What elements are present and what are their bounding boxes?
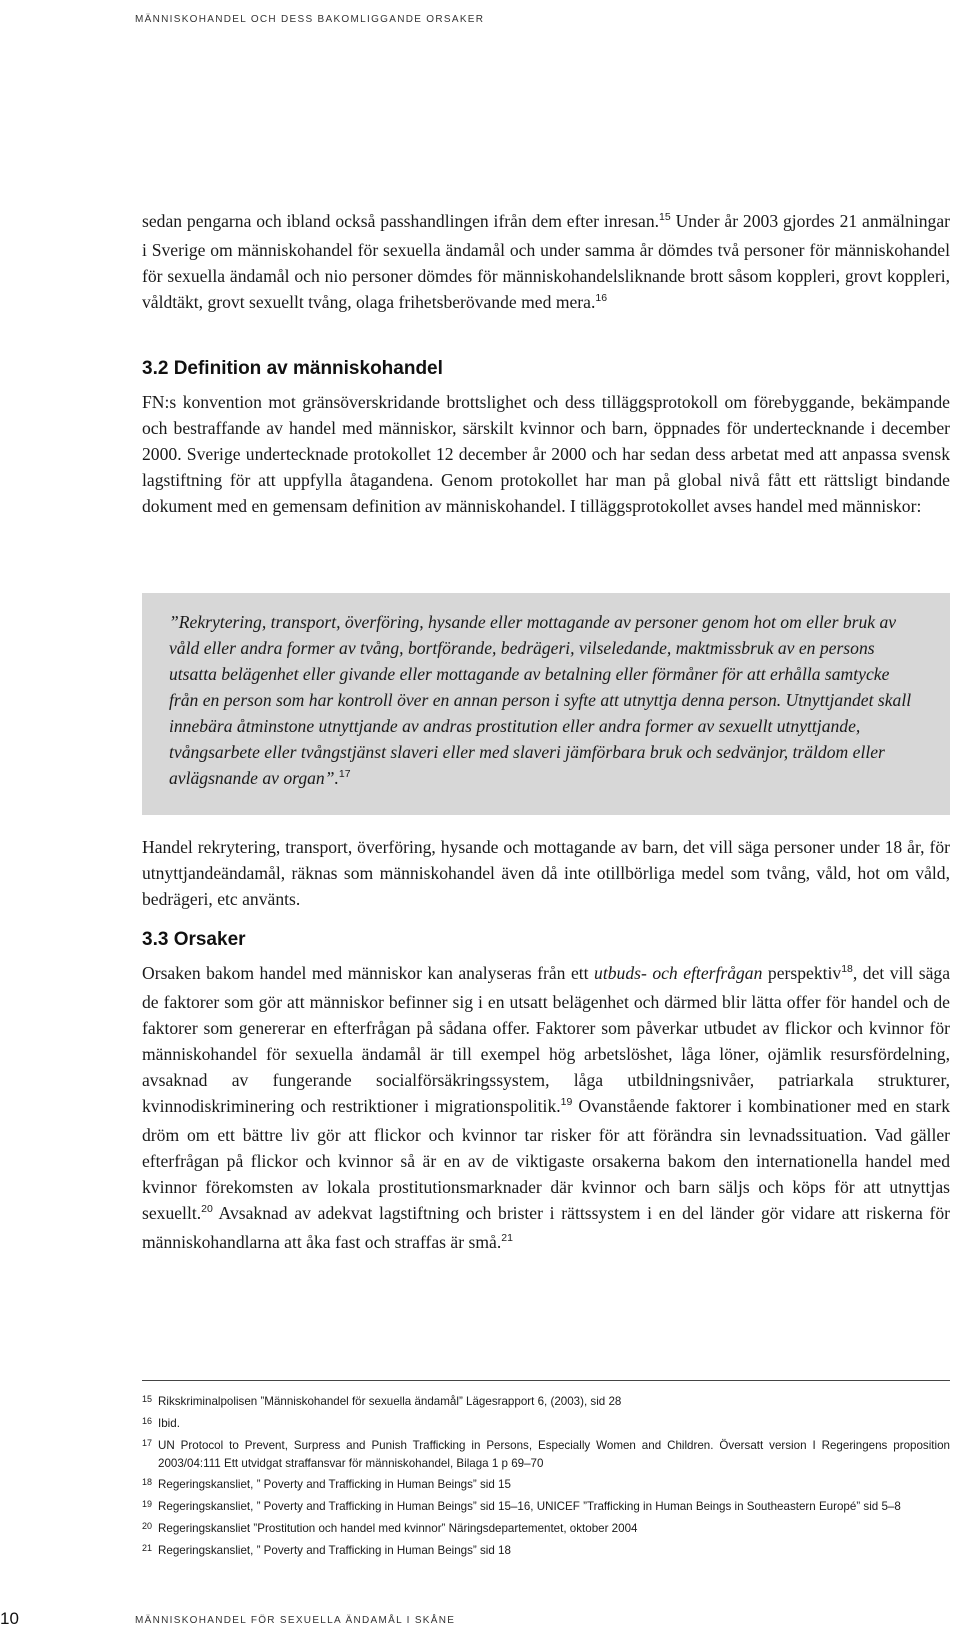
section-heading-3-2: 3.2 Definition av människohandel	[142, 358, 443, 379]
footnotes-list	[142, 1393, 950, 1564]
footnote-text: Regeringskansliet, ” Poverty and Trafficking in Human Beings” sid 15	[158, 1478, 511, 1491]
footnote-number: 19	[142, 1499, 153, 1509]
footnote-number: 20	[142, 1521, 153, 1531]
footnote-text: Regeringskansliet ”Prostitution och handel med kvinnor” Näringsdepartementet, oktober 2004	[158, 1522, 638, 1535]
protocol-quote-box	[142, 593, 950, 815]
footnote-divider	[142, 1380, 950, 1381]
footnote-21	[142, 1542, 950, 1560]
causes-text-5: Avsaknad av adekvat lagstiftning och brister i rättssystem i en del länder gör vidare att riskerna för människohandlarna att åka fast och straffas är små.	[142, 1203, 950, 1252]
footnote-ref-21[interactable]: 21	[501, 1232, 513, 1244]
footnote-ref-17[interactable]: 17	[338, 768, 351, 780]
causes-text-2: perspektiv	[762, 963, 842, 983]
definition-paragraph: FN:s konvention mot gränsöverskridande brottslighet och dess tilläggsprotokoll om förebyggande, bekämpande och bestraffande av handel med människor, särskilt kvinnor och barn, öppnades för undertecknande i december 2000. Sverige undertecknade protokollet 12 december år 2000 och har sedan dess arbetat med att anpassa svensk lagstiftning för att uppfylla åtagandena. Genom protokollet har man på global nivå fått ett rättsligt bindande dokument med en gemensam definition av människohandel. I tilläggsprotokollet avses handel med människor:	[142, 392, 950, 516]
footnote-text: Regeringskansliet, ” Poverty and Trafficking in Human Beings” sid 18	[158, 1544, 511, 1557]
footnote-number: 16	[142, 1416, 153, 1426]
footnote-15	[142, 1393, 950, 1411]
footnote-text: Ibid.	[158, 1417, 180, 1430]
footnote-text: Regeringskansliet, ” Poverty and Trafficking in Human Beings” sid 15–16, UNICEF ”Trafficking in Human Beings in Southeastern Europé” sid 5–8	[158, 1500, 901, 1513]
footnote-number: 18	[142, 1477, 153, 1487]
intro-text-2: Under år 2003 gjordes 21 anmälningar i Sverige om människohandel för sexuella ändamål och under samma år dömdes två personer för människohandel för sexuella ändamål och nio personer dömdes för människohandelsliknande brott såsom koppleri, grovt koppleri, våldtäkt, grovt sexuellt tvång, olaga frihetsberövande med mera.	[142, 211, 950, 312]
running-header: MÄNNISKOHANDEL OCH DESS BAKOMLIGGANDE ORSAKER	[135, 14, 485, 25]
intro-text-1: sedan pengarna och ibland också passhandlingen ifrån dem efter inresan.	[142, 211, 660, 231]
footnote-16	[142, 1415, 950, 1433]
footnote-number: 21	[142, 1543, 153, 1553]
children-paragraph: Handel rekrytering, transport, överföring, hysande och mottagande av barn, det vill säga personer under 18 år, för utnyttjandeändamål, räknas som människohandel även då inte otillbörliga medel som tvång, våld, hot om våld, bedrägeri, etc använts.	[142, 837, 950, 909]
causes-text-1: Orsaken bakom handel med människor kan analyseras från ett	[142, 963, 595, 983]
footnote-text: UN Protocol to Prevent, Surpress and Punish Trafficking in Persons, Especially Women and Children. Översatt version I Regeringens proposition 2003/04:111 Ett utvidgat straffansvar för människohandel, Bilaga 1 p 69–70	[158, 1439, 950, 1470]
page-number: 10	[0, 1609, 19, 1628]
causes-text-3: , det vill säga de faktorer som gör att människor befinner sig i en utsatt belägenhet och därmed blir lätta offer för handel och de faktorer som genererar en efterfrågan på sådana offer. Faktorer som påverkar utbudet av flickor och kvinnor för människohandel för sexuella ändamål är till exempel hög arbetslöshet, låga löner, ojämlik resursfördelning, avsaknad av fungerande socialförsäkringssystem, låga utbildningsnivåer, patriarkala strukturer, kvinnodiskriminering och restriktioner i migrationspolitik.	[142, 963, 951, 1116]
protocol-quote-text: ”Rekrytering, transport, överföring, hysande eller mottagande av personer genom hot om eller bruk av våld eller andra former av tvång, bortförande, bedrägeri, vilseledande, maktmissbruk av en persons utsatta belägenhet eller givande eller mottagande av betalning eller förmåner för att erhålla samtycke från en person som har kontroll över en annan person i syfte att utnyttja denna person. Utnyttjandet skall innebära åtminstone utnyttjande av andras prostitution eller andra former av sexuellt utnyttjande, tvångsarbete eller tvångstjänst slaveri eller med slaveri jämförbara bruk och sedvänjor, träldom eller avlägsnande av organ”.	[169, 612, 912, 788]
footnote-17	[142, 1437, 950, 1472]
footnote-ref-16[interactable]: 16	[595, 292, 608, 304]
footer-title: MÄNNISKOHANDEL FÖR SEXUELLA ÄNDAMÅL I SKÅNE	[135, 1615, 456, 1626]
footnote-number: 15	[142, 1394, 153, 1404]
footnote-number: 17	[142, 1438, 153, 1448]
causes-text-4: Ovanstående faktorer i kombinationer med en stark dröm om ett bättre liv gör att flickor och kvinnor tar risker för att förändra sin levnadssituation. Vad gäller efterfrågan på flickor och kvinnor så är en av de viktigaste orsakerna bakom den internationella handel med kvinnor förekomsten av lokala prostitutionsmarknader där kvinnor och barn säljs och köps för att utnyttjas sexuellt.	[142, 1096, 951, 1223]
footnote-18	[142, 1476, 950, 1494]
footnote-ref-15[interactable]: 15	[659, 211, 671, 223]
footnote-20	[142, 1520, 950, 1538]
intro-paragraph	[142, 208, 950, 318]
causes-paragraph	[142, 960, 950, 1258]
footnote-ref-19[interactable]: 19	[560, 1096, 573, 1108]
footnote-text: Rikskriminalpolisen ”Människohandel för sexuella ändamål” Lägesrapport 6, (2003), sid 28	[158, 1395, 622, 1408]
footnote-ref-18[interactable]: 18	[841, 963, 853, 975]
footnote-ref-20[interactable]: 20	[201, 1203, 213, 1215]
protocol-quote	[169, 609, 919, 794]
footnote-19	[142, 1498, 950, 1516]
section-heading-3-3: 3.3 Orsaker	[142, 929, 246, 950]
causes-italic-phrase: utbuds- och efterfrågan	[594, 963, 763, 983]
